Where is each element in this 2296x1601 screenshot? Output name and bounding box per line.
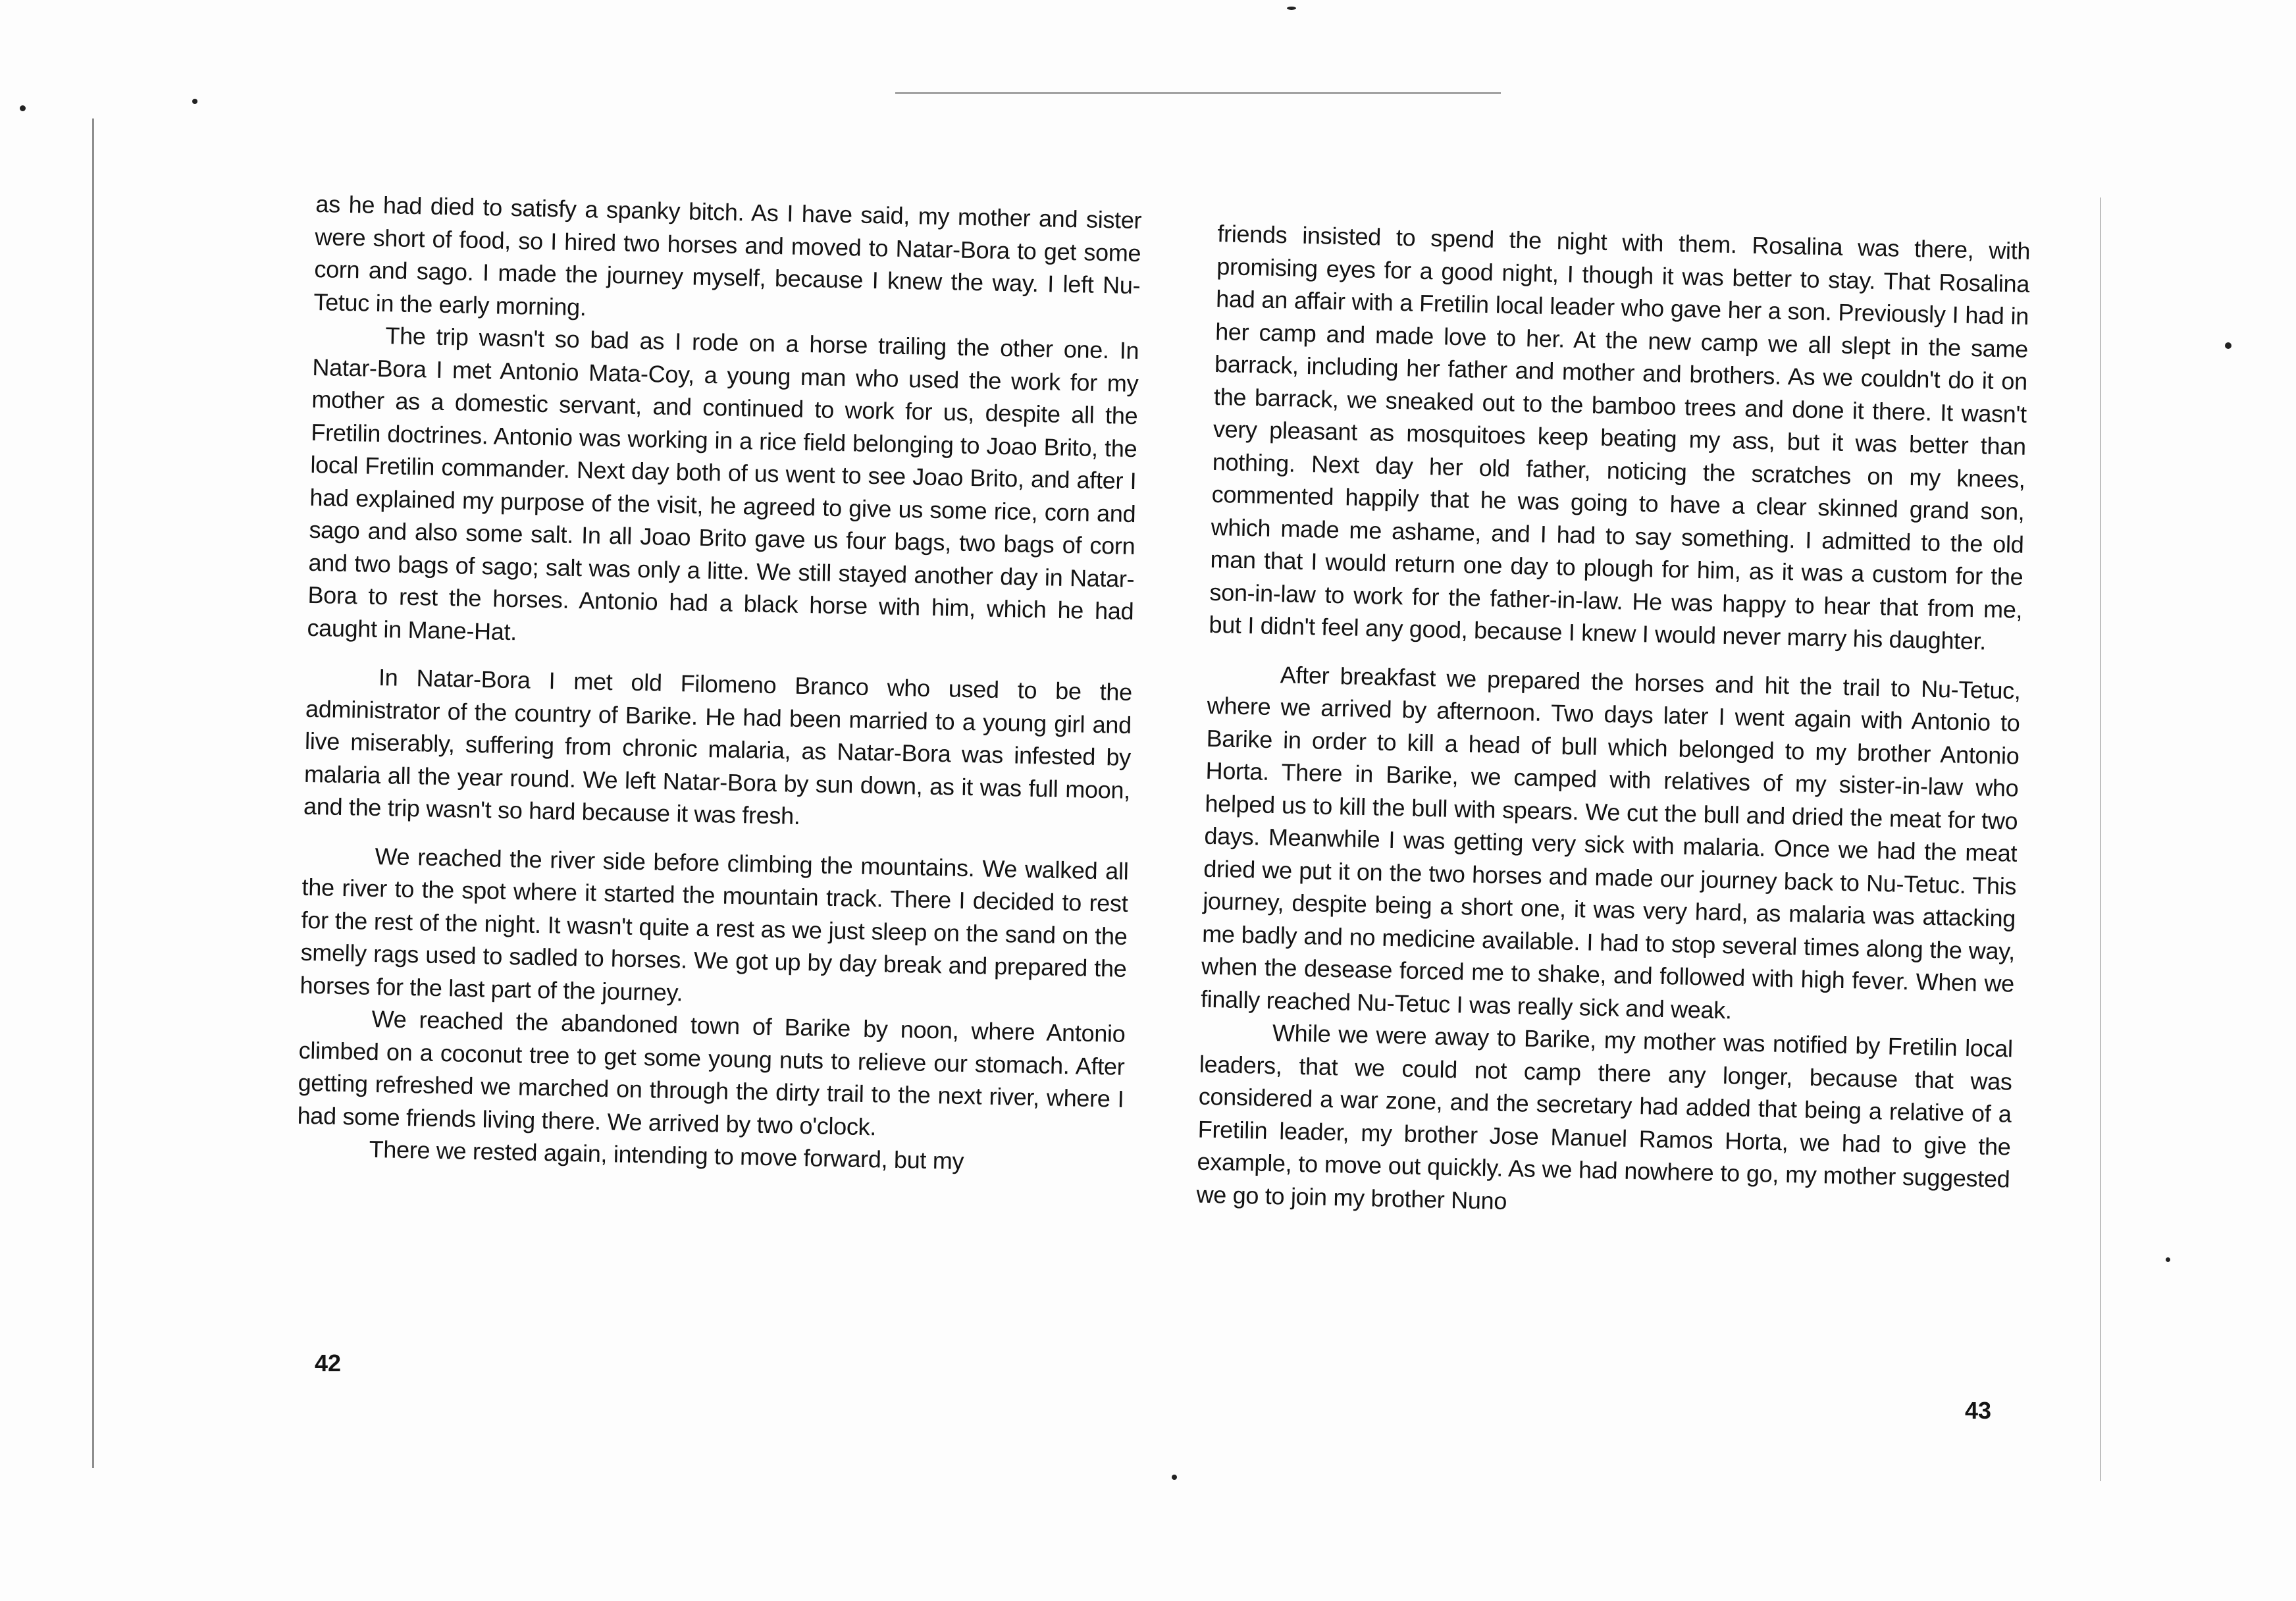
page-number: 42 bbox=[315, 1350, 342, 1377]
scan-speck bbox=[2166, 1257, 2170, 1262]
scan-speck bbox=[2225, 342, 2231, 349]
right-page-text bbox=[1196, 217, 2031, 1228]
paragraph: friends insisted to spend the night with them. Rosalina was there, with promising eyes for a good night, I though it was better to stay. That Rosalina had an affair with a Fretilin local leader who gave her a son. Previously I had in her camp and made love to her. At the new camp we all slept in the same barrack, including her father and mother and brothers. As we couldn't do it on the barrack, we sneaked out to the bamboo trees and done it there. It wasn't very pleasant as mosquitoes keep beating my ass, but it was better than nothing. Next day her old father, noticing the scratches on my knees, commented happily that he was going to have a clear skinned grand son, which made me ashame, and I had to say something. I admitted to the old man that I would return one day to plough for him, as it was a custom for the son-in-law to work for the father-in-law. He was happy to hear that from me, but I didn't feel any good, because I knew I would never marry his daughter. bbox=[1209, 219, 2031, 655]
paragraph: After breakfast we prepared the horses and hit the trail to Nu-Tetuc, where we arrived by afternoon. Two days later I went again with Antonio to Barike in order to kill a head of bull which belonged to my brother Antonio Horta. There in Barike, we camped with relatives of my sister-in-law who helped us to kill the bull with spears. We cut the bull and dried the meat for two days. Meanwhile I was getting very sick with malaria. Once we had the meat dried we put it on the two horses and made our journey back to Nu-Tetuc. This journey, despite being a short one, it was very hard, as malaria was attacking me badly and no medicine available. I had to stop several times along the way, when the desease forced me to shake, and followed with high fever. When we finally reached Nu-Tetuc I was really sick and weak. bbox=[1200, 660, 2022, 1024]
scan-edge-top bbox=[895, 92, 1501, 94]
scan-speck bbox=[192, 99, 197, 104]
scan-speck bbox=[1287, 7, 1296, 10]
paragraph: The trip wasn't so bad as I rode on a horse trailing the other one. In Natar-Bora I met Antonio Mata-Coy, a young man who used the work for my mother as a domestic servant, and continued to work for us, despite all the Fretilin doctrines. Antonio was working in a rice field belonging to Joao Brito, the local Fretilin commander. Next day both of us went to see Joao Brito, and after I had explained my purpose of the visit, he agreed to give us some rice, corn and sago and also some salt. In all Joao Brito gave us four bags, two bags of corn and two bags of sago; salt was only a litte. We still stayed another day in Natar-Bora to rest the horses. Antonio had a black horse with him, which he had caught in Mane-Hat. bbox=[307, 322, 1139, 645]
left-page-text bbox=[296, 188, 1142, 1180]
paragraph: In Natar-Bora I met old Filomeno Branco who used to be the administrator of the country of Barike. He had been married to a young girl and live miserably, suffering from chronic malaria, as Natar-Bora was infested by malaria all the year round. We left Natar-Bora by sun down, as it was full moon, and the trip wasn't so hard because it was fresh. bbox=[303, 664, 1133, 829]
paragraph: While we were away to Barike, my mother was notified by Fretilin local leaders, that we could not camp there any longer, because that was considered a war zone, and the secretary had added that being a relative of a Fretilin leader, my brother Jose Manuel Ramos Horta, we had to give the example, to move out quickly. As we had nowhere to go, my mother suggested we go to join my brother Nuno bbox=[1196, 1019, 2014, 1215]
paragraph: We reached the abandoned town of Barike by noon, where Antonio climbed on a coconut tree to get some young nuts to relieve our stomach. After getting refreshed we marched on through the dirty trail to the next river, where I had some friends living there. We arrived by two o'clock. bbox=[297, 1005, 1126, 1140]
paragraph: There we rested again, intending to move forward, but my bbox=[369, 1135, 964, 1175]
scan-speck bbox=[20, 105, 26, 111]
paragraph: We reached the river side before climbing the mountains. We walked all the river to the spot where it started the mountain track. There I decided to rest for the rest of the night. It wasn't quite a rest as we just sleep on the sand on the smelly rags used to sadled to horses. We got up by day break and prepared the horses for the last part of the journey. bbox=[300, 842, 1129, 1006]
scan-edge-right bbox=[2100, 197, 2101, 1481]
scan-edge-left bbox=[92, 118, 94, 1468]
page-number: 43 bbox=[1965, 1397, 1992, 1424]
paragraph: as he had died to satisfy a spanky bitch. As I have said, my mother and sister were short of food, so I hired two horses and moved to Natar-Bora to get some corn and sago. I made the journey myself, because I knew the way. I left Nu-Tetuc in the early morning. bbox=[313, 190, 1142, 321]
scan-speck bbox=[1172, 1475, 1177, 1480]
